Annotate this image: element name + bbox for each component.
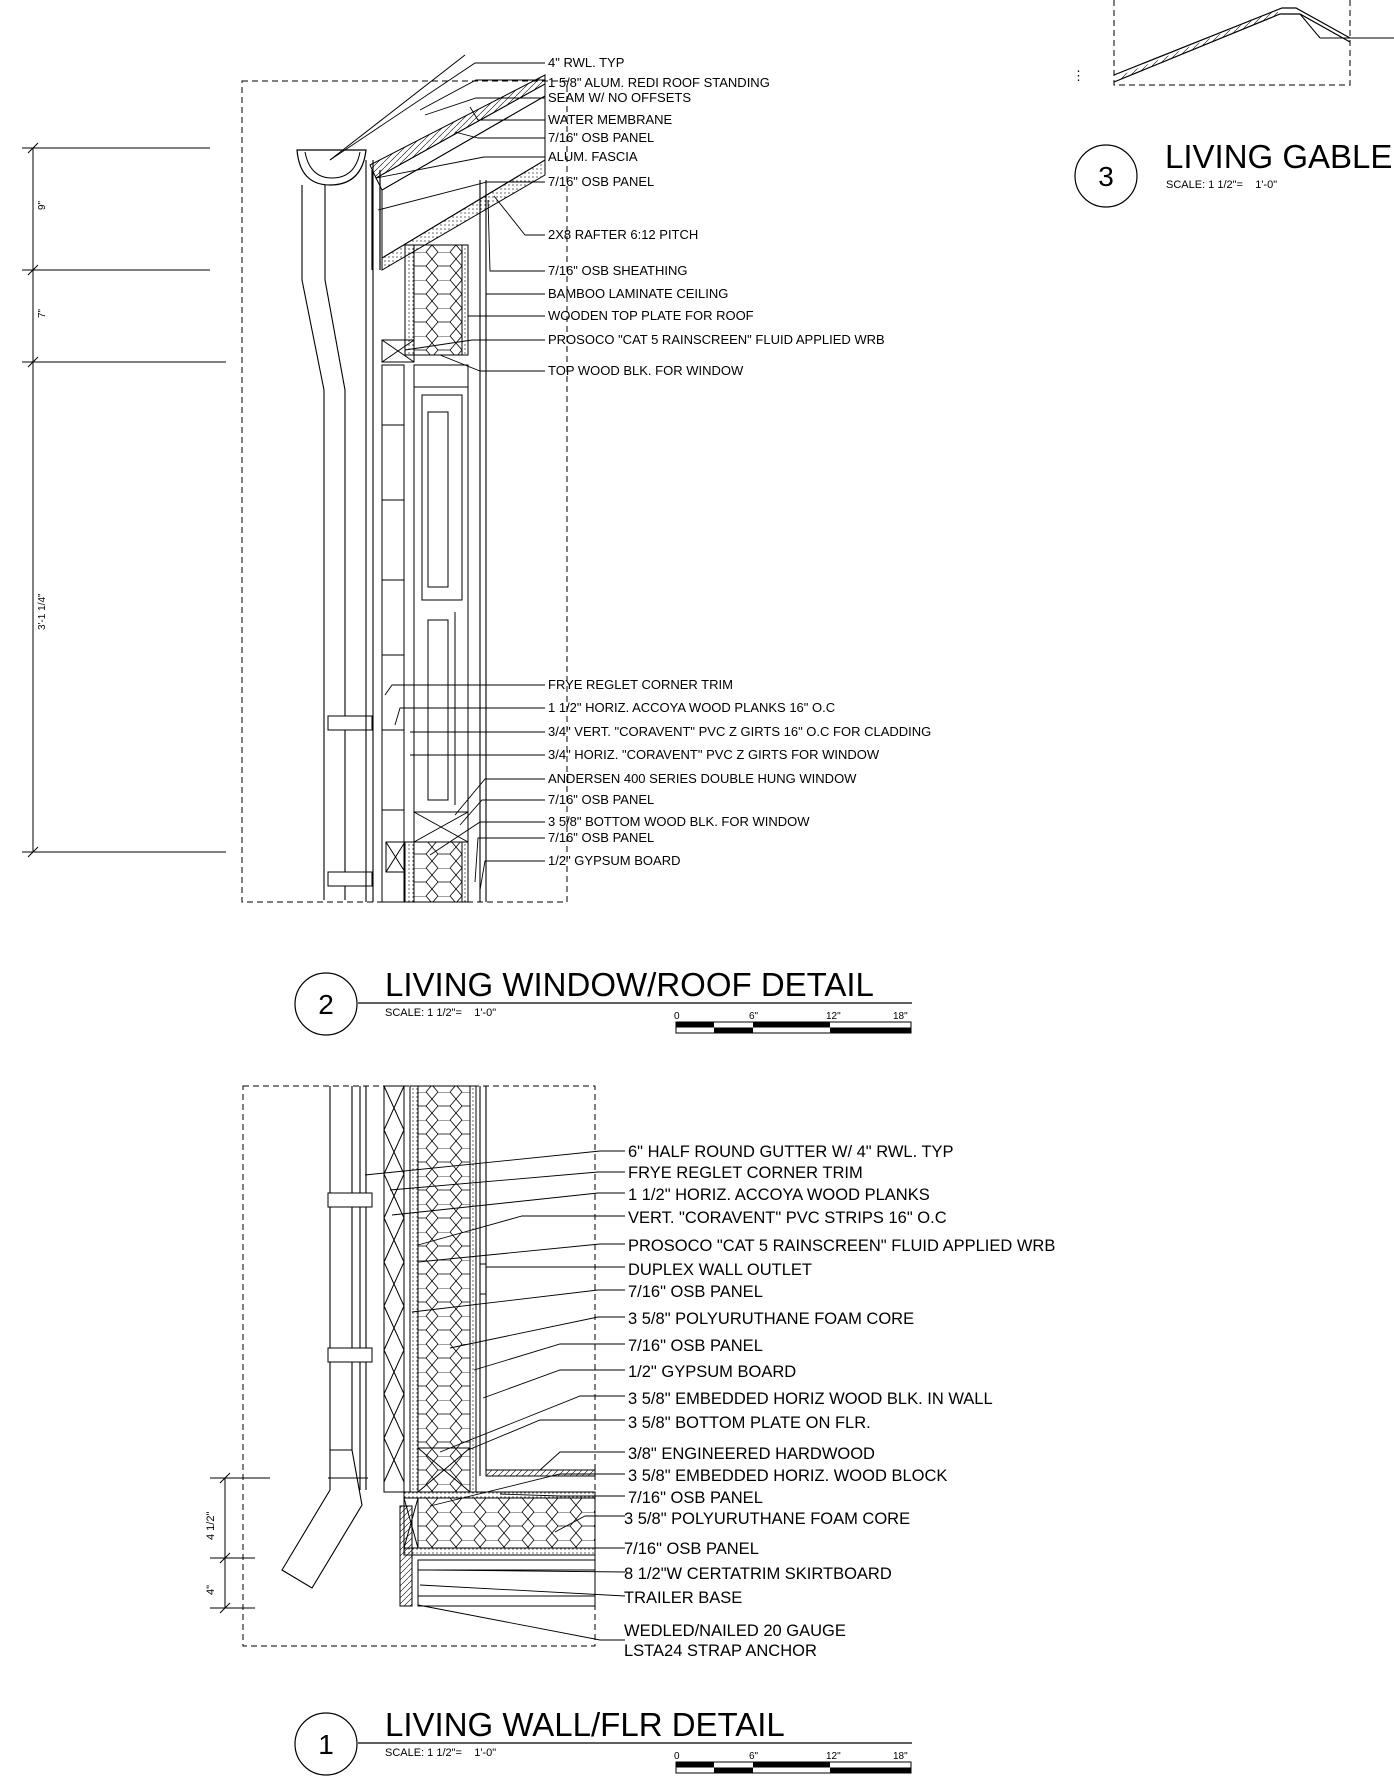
d1-label-reglet: FRYE REGLET CORNER TRIM: [628, 1164, 863, 1182]
d2-label-fascia: ALUM. FASCIA: [548, 149, 638, 164]
d2-label-top-block: TOP WOOD BLK. FOR WINDOW: [548, 363, 744, 378]
d2-label-vert-girts: 3/4" VERT. "CORAVENT" PVC Z GIRTS 16" O.C FOR CLADDING: [548, 724, 932, 739]
d2-label-gypsum: 1/2" GYPSUM BOARD: [548, 853, 681, 868]
svg-text:18": 18": [893, 1011, 908, 1022]
d2-label-reglet: FRYE REGLET CORNER TRIM: [548, 677, 733, 692]
d1-label-gypsum: 1/2" GYPSUM BOARD: [628, 1363, 797, 1381]
d2-label-wrb: PROSOCO "CAT 5 RAINSCREEN" FLUID APPLIED WRB: [548, 332, 885, 347]
dim-3ft: 3'-1 1/4": [37, 593, 48, 630]
detail-1-scale: SCALE: 1 1/2"= 1'-0": [385, 1747, 497, 1759]
svg-text:0: 0: [674, 1011, 680, 1022]
detail-2-window-roof: [22, 55, 931, 1035]
d1-label-trailer: TRAILER BASE: [624, 1589, 743, 1607]
d2-label-bottom-block: 3 5/8" BOTTOM WOOD BLK. FOR WINDOW: [548, 814, 810, 829]
d2-label-osb-3: 7/16" OSB PANEL: [548, 792, 655, 807]
d1-label-hardwood: 3/8" ENGINEERED HARDWOOD: [628, 1445, 875, 1463]
dim-4-1-2in: 4 1/2": [205, 1511, 217, 1540]
dim-7in: 7": [37, 308, 48, 318]
svg-text:⋮: ⋮: [1072, 68, 1085, 83]
d1-label-planks: 1 1/2" HORIZ. ACCOYA WOOD PLANKS: [628, 1186, 930, 1204]
detail-2-title: LIVING WINDOW/ROOF DETAIL: [385, 966, 874, 1003]
detail-1-labels: [624, 1143, 1055, 1660]
d1-label-osb-1: 7/16" OSB PANEL: [628, 1283, 763, 1301]
dimension-string: [22, 143, 226, 857]
d1-label-skirtboard: 8 1/2"W CERTATRIM SKIRTBOARD: [624, 1565, 892, 1583]
downspout: [302, 185, 372, 900]
d2-label-water-membrane: WATER MEMBRANE: [548, 112, 673, 127]
detail-2-labels: [548, 55, 931, 868]
d1-label-gutter: 6" HALF ROUND GUTTER W/ 4" RWL. TYP: [628, 1143, 954, 1161]
detail-1-title: LIVING WALL/FLR DETAIL: [385, 1706, 785, 1743]
d2-label-osb-1: 7/16" OSB PANEL: [548, 130, 655, 145]
d2-label-top-plate: WOODEN TOP PLATE FOR ROOF: [548, 308, 754, 323]
dim-4in: 4": [205, 1584, 217, 1595]
d1-label-embedded-block: 3 5/8" EMBEDDED HORIZ. WOOD BLOCK: [628, 1467, 948, 1485]
detail-3-scale: SCALE: 1 1/2"= 1'-0": [1166, 179, 1278, 191]
d1-label-osb-2: 7/16" OSB PANEL: [628, 1337, 763, 1355]
detail-3-number: 3: [1098, 161, 1114, 192]
d2-label-ceiling: BAMBOO LAMINATE CEILING: [548, 286, 729, 301]
d2-label-planks: 1 1/2" HORIZ. ACCOYA WOOD PLANKS 16" O.C: [548, 700, 836, 715]
d1-label-osb-4: 7/16" OSB PANEL: [624, 1540, 759, 1558]
svg-text:6": 6": [749, 1751, 759, 1762]
d2-label-horiz-girts: 3/4" HORIZ. "CORAVENT" PVC Z GIRTS FOR WINDOW: [548, 747, 880, 762]
detail-3-title: LIVING GABLE: [1165, 138, 1393, 175]
d2-label-osb-4: 7/16" OSB PANEL: [548, 830, 655, 845]
d2-label-rafter: 2X8 RAFTER 6:12 PITCH: [548, 227, 699, 242]
svg-text:12": 12": [826, 1011, 841, 1022]
d2-label-window: ANDERSEN 400 SERIES DOUBLE HUNG WINDOW: [548, 771, 857, 786]
dimension-string-lower: [205, 1473, 270, 1613]
d2-label-sheathing: 7/16" OSB SHEATHING: [548, 263, 688, 278]
gutter: [297, 150, 366, 185]
d1-label-foam-1: 3 5/8" POLYURUTHANE FOAM CORE: [628, 1310, 915, 1328]
d2-label-standing-seam-2: SEAM W/ NO OFFSETS: [548, 90, 692, 105]
d1-label-strap-1: WEDLED/NAILED 20 GAUGE: [624, 1622, 846, 1640]
d1-label-osb-3: 7/16" OSB PANEL: [628, 1489, 763, 1507]
detail-2-scale: SCALE: 1 1/2"= 1'-0": [385, 1007, 497, 1019]
roof-assembly: [330, 55, 545, 270]
d1-label-embedded-blk: 3 5/8" EMBEDDED HORIZ WOOD BLK. IN WALL: [628, 1390, 993, 1408]
d2-label-standing-seam-1: 1 5/8" ALUM. REDI ROOF STANDING: [548, 75, 770, 90]
downspout-lower: [282, 1086, 372, 1588]
d1-label-foam-2: 3 5/8" POLYURUTHANE FOAM CORE: [624, 1510, 911, 1528]
detail-2-scalebar: [674, 1011, 911, 1033]
svg-text:0: 0: [674, 1751, 680, 1762]
d1-label-strap-2: LSTA24 STRAP ANCHOR: [624, 1642, 817, 1660]
detail-1-number: 1: [318, 1729, 334, 1760]
svg-text:6": 6": [749, 1011, 759, 1022]
wall-section: [366, 160, 486, 902]
detail-1-scalebar: [674, 1751, 911, 1773]
d1-label-bottom-plate: 3 5/8" BOTTOM PLATE ON FLR.: [628, 1414, 871, 1432]
d1-label-wrb: PROSOCO "CAT 5 RAINSCREEN" FLUID APPLIED WRB: [628, 1237, 1056, 1255]
detail-3-gable: [1072, 0, 1394, 207]
detail-2-number: 2: [318, 989, 334, 1020]
d2-label-rwl: 4" RWL. TYP: [548, 55, 625, 70]
d1-label-strips: VERT. "CORAVENT" PVC STRIPS 16" O.C: [628, 1209, 947, 1227]
svg-text:18": 18": [893, 1751, 908, 1762]
dim-9in: 9": [37, 200, 48, 210]
d1-label-outlet: DUPLEX WALL OUTLET: [628, 1261, 812, 1279]
detail-1-wall-floor: [205, 1086, 1055, 1775]
svg-text:12": 12": [826, 1751, 841, 1762]
d2-label-osb-2: 7/16" OSB PANEL: [548, 174, 655, 189]
